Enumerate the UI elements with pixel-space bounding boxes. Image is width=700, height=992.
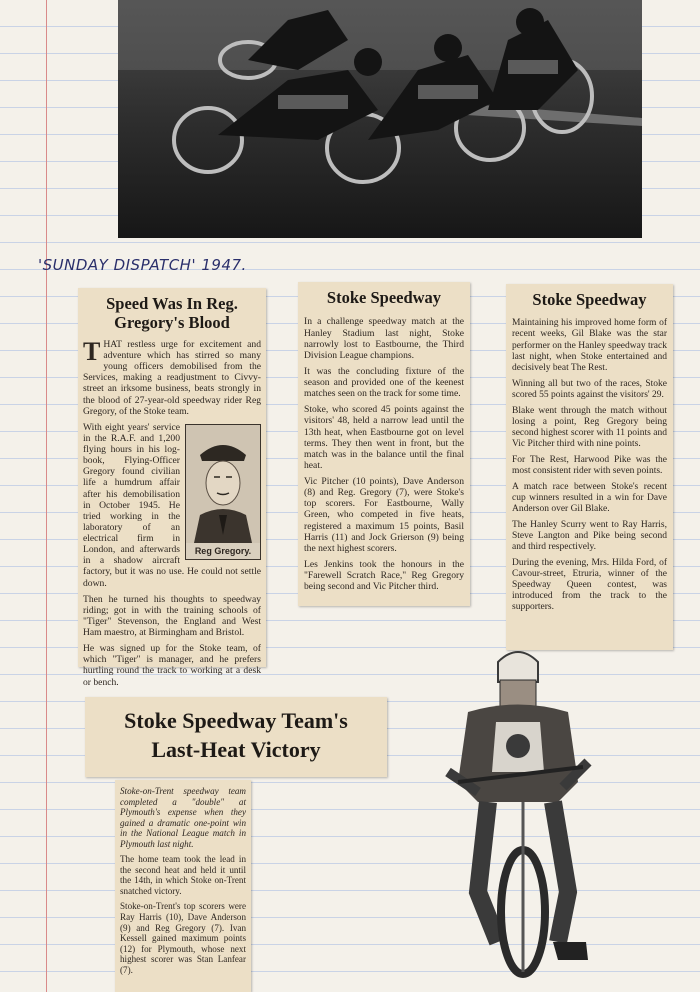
clipping-reg-gregory [78,288,266,688]
clipping-paragraph: Vic Pitcher (10 points), Dave Anderson (8) and Reg. Gregory (7), were Stoke's top scorers. For Eastbourne, Wally Green, who competed in five heats, registered a maximum 15 points, Basil Harris (11) and Jock Grierson (9) being the next highest scorers. [304,476,464,554]
race-photo-illustration [118,0,642,238]
clipping-paragraph: The Hanley Scurry went to Ray Harris, Steve Langton and Pike being second and third respectively. [512,519,667,552]
clipping-paragraph: Maintaining his improved home form of recent weeks, Gil Blake was the star performer on the Hanley speedway track last night, when Stoke entertained and decisively beat The Rest. [512,318,667,373]
clipping-paragraph: Winning all but two of the races, Stoke scored 55 points against the visitors' 29. [512,378,667,400]
portrait-caption: Reg Gregory. [194,545,252,556]
clipping-paragraph: He was signed up for the Stoke team, of which "Tiger" is manager, and he prefers hurtling round the track to working at a desk or bench. [83,643,261,688]
clipping-stoke-speedway-the-rest [506,284,673,650]
clipping-paragraph: A match race between Stoke's recent cup winners resulted in a win for Dave Anderson over Gil Blake. [512,481,667,514]
reg-gregory-portrait [185,424,261,560]
rider-cutout-photo [438,642,606,982]
clipping-headline: Stoke Speedway Team's Last-Heat Victory [124,708,348,762]
clipping-stoke-speedway-eastbourne [298,282,470,606]
drop-cap: T [83,336,101,366]
portrait-illustration [186,425,260,543]
rider-illustration [438,642,606,982]
clipping-headline: Stoke Speedway [532,290,647,309]
clipping-paragraph: Les Jenkins took the honours in the "Farewell Scratch Race," Reg Gregory being second and Vic Pitcher third. [304,558,464,593]
clipping-paragraph: In a challenge speedway match at the Hanley Stadium last night, Stoke narrowly lost to Eastbourne, the Third Division League champions. [304,316,464,361]
clipping-paragraph: Blake went through the match without losing a point, Reg Gregory being second highest scorer with 11 points and Vic Pitcher third with nine points. [512,405,667,449]
clipping-headline: Speed Was In Reg. Gregory's Blood [106,294,238,333]
clipping-last-heat-victory [115,780,251,992]
speedway-race-photo [118,0,642,238]
clipping-paragraph: Then he turned his thoughts to speedway riding; got in with the training schools of "Tiger" Stevenson, the England and West Ham maestro, at Birmingham and Bristol. [83,593,261,639]
clipping-paragraph: THAT restless urge for excitement and adventure which has stirred so many young officers demobilised from the Services, making a readjustment to Civvy-street an irksome business, beats strongly in the blood of 27-year-old speedway rider Reg Gregory, of the Stoke team. [83,336,261,417]
clipping-headline-box [85,697,387,777]
clipping-paragraph: Stoke, who scored 45 points against the visitors' 48, held a narrow lead until the 13th heat, when Eastbourne got on level terms. They then went in front, but the match was in the balance until the final heat. [304,404,464,471]
clipping-paragraph: The home team took the lead in the second heat and held it until the 14th, in which Stoke on-Trent snatched victory. [120,854,246,896]
handwritten-source-note: 'SUNDAY DISPATCH' 1947. [38,256,247,274]
clipping-paragraph: For The Rest, Harwood Pike was the most consistent rider with seven points. [512,454,667,476]
clipping-paragraph: Stoke-on-Trent's top scorers were Ray Harris (10), Dave Anderson (9) and Reg Gregory (7). Ivan Kessell gained maximum points (12) for Plymouth, whose next highest scorer was Stan Lanfear (7). [120,901,246,975]
clipping-paragraph: Stoke-on-Trent speedway team completed a "double" at Plymouth's expense when they gained a dramatic one-point win in the National League match in Plymouth last night. [120,786,246,849]
clipping-paragraph: It was the concluding fixture of the season and provided one of the keenest matches seen on the track for some time. [304,365,464,400]
clipping-paragraph: With eight years' service in the R.A.F. and 1,200 flying hours in his log-book, Flying-Officer Gregory found civilian life a humdrum affair after his demobilisation in October 1945. He tried working in the laboratory of an electrical firm in London, and afterwards in a shadow aircraft factory, but it was no use. He could not settle down. [83,421,261,589]
clipping-headline: Stoke Speedway [326,288,442,307]
clipping-paragraph: During the evening, Mrs. Hilda Ford, of Cavour-street, Etruria, winner of the Speedway Queen contest, was introduced from the track to the supporters. [512,557,667,612]
